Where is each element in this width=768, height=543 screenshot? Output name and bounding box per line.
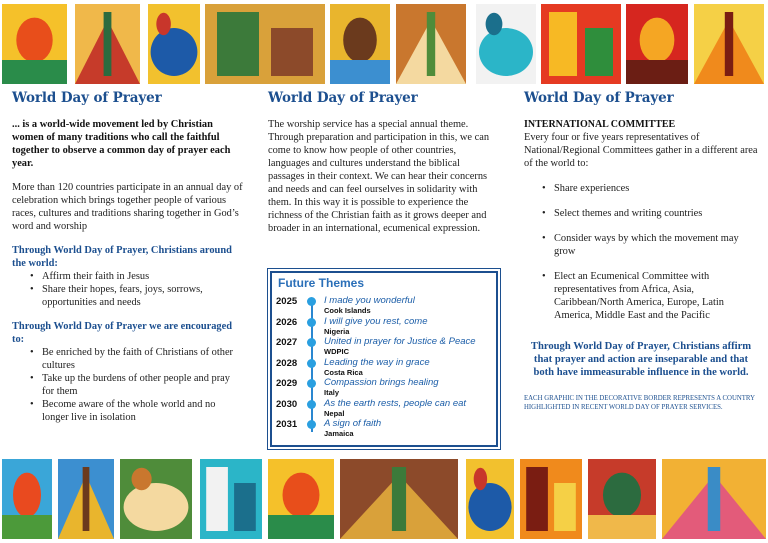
market-women-art-tile xyxy=(662,459,766,539)
cross-art-tile xyxy=(330,4,390,84)
encouraged-list xyxy=(12,346,244,424)
list-item: • Take up the burdens of other people and pray for them xyxy=(42,372,244,398)
theme-year: 2029 xyxy=(276,378,298,389)
theme-country: Nigeria xyxy=(324,326,350,336)
list-item: • Consider ways by which the movement may grow xyxy=(554,232,758,258)
future-themes-title: Future Themes xyxy=(278,276,365,290)
timeline-dot xyxy=(307,420,316,429)
fire-art-tile xyxy=(520,459,582,539)
theme-row xyxy=(272,316,496,337)
theme-title: As the earth rests, people can eat xyxy=(324,397,467,409)
village-harvest-art-tile xyxy=(340,459,458,539)
bottom-art-border xyxy=(0,459,768,539)
timeline-dot xyxy=(307,297,316,306)
theme-row xyxy=(272,377,496,398)
border-footnote: EACH GRAPHIC IN THE DECORATIVE BORDER REPRESENTS A COUNTRY HIGHLIGHTED IN RECENT WORLD DAY OF PRAYER SERVICES. xyxy=(524,395,755,411)
tree-art-tile xyxy=(120,459,192,539)
timeline-dot xyxy=(307,338,316,347)
committee-intro: Every four or five years representatives of National/Regional Committees gather in a different area of the world to: xyxy=(524,132,758,169)
timeline-dot xyxy=(307,359,316,368)
fire-art-tile xyxy=(694,4,764,84)
tree-art-tile xyxy=(396,4,466,84)
theme-year: 2026 xyxy=(276,316,298,328)
stained-glass-art-tile xyxy=(466,459,514,539)
future-themes-box xyxy=(270,271,498,447)
committee-heading: INTERNATIONAL COMMITTEE xyxy=(524,119,676,130)
theme-title: I will give you rest, come xyxy=(324,315,428,327)
theme-row xyxy=(272,336,496,357)
theme-title: Compassion brings healing xyxy=(324,377,439,388)
theme-year: 2030 xyxy=(276,398,298,410)
worship-text: The worship service has a special annual theme. Through preparation and participation in this, we can come to know how people of other countries, languages and cultures understand the biblical passages in their context. We can hear their concerns and needs and can feel ourselves in solidarity with them. In this way it is possible to experience the richness of the Christian faith as it grows deeper and broader in an international, ecumenical expression. xyxy=(268,119,490,234)
column-worship xyxy=(268,90,496,235)
flower-art-tile xyxy=(541,4,621,84)
theme-country: Costa Rica xyxy=(324,367,363,377)
closing-statement: Through World Day of Prayer, Christians affirm that prayer and action are inseparable and that both have immeasurable influence in the world. xyxy=(530,341,752,378)
list-item: • Share experiences xyxy=(554,182,758,195)
theme-title: A sign of faith xyxy=(324,418,382,429)
dancers-art-tile xyxy=(626,4,688,84)
list-item: • Be enriched by the faith of Christians of other cultures xyxy=(42,346,244,372)
list-item: • Affirm their faith in Jesus xyxy=(42,270,244,283)
timeline-dot xyxy=(307,379,316,388)
theme-year: 2028 xyxy=(276,357,298,369)
cross-art-tile xyxy=(58,459,114,539)
circle-of-people-art-tile xyxy=(200,459,262,539)
women-gathering-art-tile xyxy=(588,459,656,539)
list-item: • Share their hopes, fears, joys, sorrows, opportunities and needs xyxy=(42,283,244,309)
island-art-tile xyxy=(2,459,52,539)
women-gathering-art-tile xyxy=(75,4,140,84)
theme-country: Italy xyxy=(324,388,340,397)
committee-list xyxy=(524,182,758,322)
column-about xyxy=(12,90,244,424)
section-heading: Through World Day of Prayer, Christians around the world: xyxy=(12,245,232,269)
column-heading: World Day of Prayer xyxy=(12,90,162,106)
theme-title: Leading the way in grace xyxy=(324,356,430,368)
christians-list xyxy=(12,270,244,309)
theme-row xyxy=(272,418,496,439)
theme-title: United in prayer for Justice & Peace xyxy=(324,336,476,347)
intro-text: ... is a world-wide movement led by Christian women of many traditions who call the faithful together to observe a common day of prayer each year. xyxy=(12,119,231,169)
theme-row xyxy=(272,398,496,419)
timeline-dot xyxy=(307,318,316,327)
column-committee xyxy=(524,90,758,412)
list-item: • Become aware of the whole world and no longer live in isolation xyxy=(42,398,244,424)
column-heading: World Day of Prayer xyxy=(524,90,674,106)
sunflower-art-tile xyxy=(268,459,334,539)
sunflower-art-tile xyxy=(2,4,67,84)
theme-year: 2027 xyxy=(276,337,298,348)
top-art-border xyxy=(0,4,768,84)
village-harvest-art-tile xyxy=(205,4,325,84)
list-item: • Elect an Ecumenical Committee with representatives from Africa, Asia, Caribbean/North America, Europe, Latin America, Middle East and the Pacific xyxy=(554,270,758,322)
theme-row xyxy=(272,357,496,378)
theme-year: 2031 xyxy=(276,419,298,430)
participation-text: More than 120 countries participate in an annual day of celebration which brings together people of various races, cultures and traditions sharing together in God’s word and worship xyxy=(12,182,243,232)
theme-country: Jamaica xyxy=(324,429,354,438)
theme-row xyxy=(272,295,496,316)
circle-of-people-art-tile xyxy=(476,4,536,84)
theme-title: I made you wonderful xyxy=(324,295,415,306)
theme-country: WDPIC xyxy=(324,347,349,356)
theme-country: Nepal xyxy=(324,408,345,418)
section-heading: Through World Day of Prayer we are encouraged to: xyxy=(12,321,233,345)
timeline-dot xyxy=(307,400,316,409)
column-heading: World Day of Prayer xyxy=(268,90,418,106)
theme-year: 2025 xyxy=(276,296,298,307)
stained-glass-art-tile xyxy=(148,4,200,84)
theme-country: Cook Islands xyxy=(324,306,371,315)
list-item: • Select themes and writing countries xyxy=(554,207,758,220)
